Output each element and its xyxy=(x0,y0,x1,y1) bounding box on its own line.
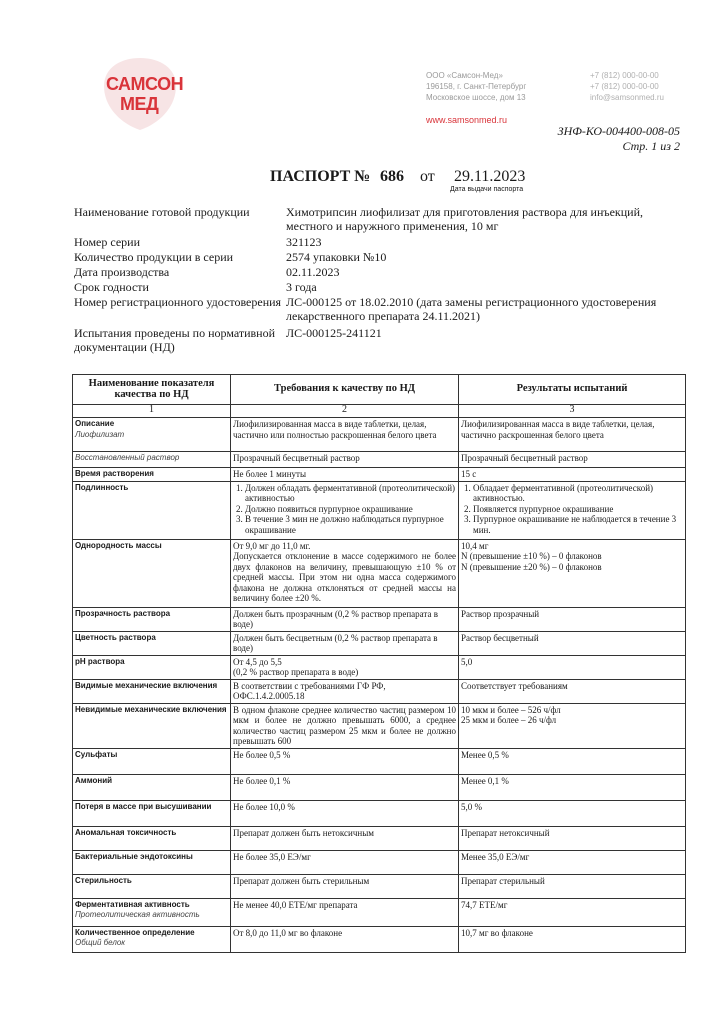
table-row xyxy=(73,898,686,926)
requirement-cell: Должен быть бесцветным (0,2 % раствор препарата в воде) xyxy=(231,631,459,655)
table-header-row xyxy=(73,375,686,405)
info-key: Срок годности xyxy=(74,280,149,294)
param-name: Описание xyxy=(75,419,115,428)
product-info xyxy=(74,205,674,356)
requirement-cell: Препарат должен быть нетоксичным xyxy=(231,826,459,850)
result-text: 25 мкм и более – 26 ч/фл xyxy=(461,715,557,725)
requirement-cell: В соответствии с требованиями ГФ РФ, ОФС.1.4.2.0005.18 xyxy=(231,679,459,703)
result-cell: Раствор прозрачный xyxy=(459,607,686,631)
info-key: Наименование готовой продукции xyxy=(74,205,250,219)
result-cell: Менее 0,1 % xyxy=(459,774,686,800)
table-row xyxy=(73,748,686,774)
requirement-cell xyxy=(231,481,459,539)
param-sub: Протеолитическая активность xyxy=(75,910,200,919)
requirement-cell: Не более 0,1 % xyxy=(231,774,459,800)
company-contacts xyxy=(590,70,664,103)
requirement-cell: Не более 10,0 % xyxy=(231,800,459,826)
table-row xyxy=(73,539,686,607)
param-name: Ферментативная активность xyxy=(75,899,190,909)
column-number: 1 xyxy=(73,405,231,418)
info-key: Количество продукции в серии xyxy=(74,250,234,264)
result-item: 1. Обладает ферментативной (протеолитической) активностью. xyxy=(473,483,683,504)
info-key: Испытания проведены по нормативной документации (НД) xyxy=(74,326,276,354)
requirement-cell xyxy=(231,655,459,679)
logo-text-line1: САМСОН xyxy=(106,74,184,94)
contact-line: +7 (812) 000-00-00 xyxy=(590,82,659,91)
param-cell: Невидимые механические включения xyxy=(73,703,231,748)
result-cell: Раствор бесцветный xyxy=(459,631,686,655)
table-row xyxy=(73,631,686,655)
passport-date: 29.11.2023 xyxy=(454,168,526,185)
info-row xyxy=(74,235,674,250)
requirement-cell: Не более 0,5 % xyxy=(231,748,459,774)
requirement-text: От 9,0 мг до 11,0 мг. xyxy=(233,540,311,551)
requirement-cell: В одном флаконе среднее количество частиц размером 10 мкм и более не должно превышать 6000, а среднее количество частиц размером 25 мкм и более не должно превышать 600 xyxy=(231,703,459,748)
company-line: Московское шоссе, дом 13 xyxy=(426,93,526,102)
table-row xyxy=(73,800,686,826)
passport-number: 686 xyxy=(380,168,404,185)
table-row xyxy=(73,703,686,748)
doc-code: ЗНФ-КО-004400-008-05 xyxy=(557,124,680,138)
company-logo xyxy=(100,56,184,132)
info-value: Химотрипсин лиофилизат для приготовления раствора для инъекций, местного и наружного применения, 10 мг xyxy=(286,205,644,233)
param-cell xyxy=(73,898,231,926)
result-cell: 5,0 xyxy=(459,655,686,679)
requirement-cell: Не более 35,0 ЕЭ/мг xyxy=(231,850,459,874)
table-row xyxy=(73,468,686,482)
param-cell: Прозрачность раствора xyxy=(73,607,231,631)
info-key: Дата производства xyxy=(74,265,170,279)
result-item: 3. Пурпурное окрашивание не наблюдается в течение 3 мин. xyxy=(473,514,683,535)
column-number-row xyxy=(73,405,686,418)
result-cell: 5,0 % xyxy=(459,800,686,826)
requirement-cell: Прозрачный бесцветный раствор xyxy=(231,452,459,468)
requirement-text: Допускается отклонение в массе содержимого не более двух флаконов на величину, превышающую ±10 % от средней массы. При этом ни одна масса содержимого флакона не должна отклоняться от средней массы на величину более ±20 %. xyxy=(233,551,456,603)
date-note: Дата выдачи паспорта xyxy=(450,186,524,193)
param-cell xyxy=(73,452,231,468)
table-row xyxy=(73,655,686,679)
info-value: ЛС-000125-241121 xyxy=(286,326,382,340)
param-sub: Восстановленный раствор xyxy=(75,453,180,462)
result-cell: Препарат стерильный xyxy=(459,874,686,898)
contact-line: +7 (812) 000-00-00 xyxy=(590,71,659,80)
result-cell: Менее 0,5 % xyxy=(459,748,686,774)
company-address xyxy=(426,70,526,103)
info-key: Номер серии xyxy=(74,235,140,249)
table-row xyxy=(73,418,686,452)
param-cell: Однородность массы xyxy=(73,539,231,607)
title-label: ПАСПОРТ № xyxy=(270,168,371,185)
header-cell: Результаты испытаний xyxy=(459,375,686,405)
requirement-item: 3. В течение 3 мин не должно наблюдаться пурпурное окрашивание xyxy=(245,514,456,535)
table-row xyxy=(73,926,686,952)
param-cell: Подлинность xyxy=(73,481,231,539)
result-item: 2. Появляется пурпурное окрашивание xyxy=(473,504,683,515)
page-indicator: Стр. 1 из 2 xyxy=(622,139,680,153)
param-cell: Видимые механические включения xyxy=(73,679,231,703)
table-row xyxy=(73,774,686,800)
column-number: 3 xyxy=(459,405,686,418)
website-link[interactable]: www.samsonmed.ru xyxy=(426,115,508,125)
param-cell: Потеря в массе при высушивании xyxy=(73,800,231,826)
requirement-cell: От 8,0 до 11,0 мг во флаконе xyxy=(231,926,459,952)
info-row xyxy=(74,250,674,265)
param-sub: Лиофилизат xyxy=(75,429,125,439)
info-value: 02.11.2023 xyxy=(286,265,340,279)
table-row xyxy=(73,874,686,898)
info-row xyxy=(74,265,674,280)
param-cell: Цветность раствора xyxy=(73,631,231,655)
requirement-text: От 4,5 до 5,5 xyxy=(233,656,282,667)
info-row xyxy=(74,205,674,235)
quality-table xyxy=(72,374,686,953)
requirement-cell xyxy=(231,539,459,607)
param-cell: Сульфаты xyxy=(73,748,231,774)
table-row xyxy=(73,481,686,539)
document-reference xyxy=(558,124,680,154)
result-cell xyxy=(459,481,686,539)
result-cell: 15 с xyxy=(459,468,686,482)
header-cell: Требования к качеству по НД xyxy=(231,375,459,405)
param-cell xyxy=(73,418,231,452)
result-text: N (превышение ±20 %) – 0 флаконов xyxy=(461,561,602,572)
table-row xyxy=(73,452,686,468)
requirement-cell: Не менее 40,0 ЕТЕ/мг препарата xyxy=(231,898,459,926)
requirement-item: 2. Должно появиться пурпурное окрашивание xyxy=(245,504,456,515)
result-text: 10,4 мг xyxy=(461,540,489,551)
requirement-cell: Препарат должен быть стерильным xyxy=(231,874,459,898)
result-text: N (превышение ±10 %) – 0 флаконов xyxy=(461,551,602,561)
table-row xyxy=(73,850,686,874)
info-key: Номер регистрационного удостоверения xyxy=(74,295,282,309)
info-value: 321123 xyxy=(286,235,322,249)
param-cell: Стерильность xyxy=(73,874,231,898)
param-cell: Аномальная токсичность xyxy=(73,826,231,850)
title-ot: от xyxy=(420,168,435,185)
result-cell: 10,7 мг во флаконе xyxy=(459,926,686,952)
requirement-item: 1. Должен обладать ферментативной (протеолитической) активностью xyxy=(245,483,456,504)
param-cell: Бактериальные эндотоксины xyxy=(73,850,231,874)
param-cell: Время растворения xyxy=(73,468,231,482)
result-cell: Препарат нетоксичный xyxy=(459,826,686,850)
param-name: Количественное определение xyxy=(75,927,195,937)
param-cell xyxy=(73,926,231,952)
param-cell: pH раствора xyxy=(73,655,231,679)
info-value: 2574 упаковки №10 xyxy=(286,250,387,264)
result-cell: Менее 35,0 ЕЭ/мг xyxy=(459,850,686,874)
result-cell: Прозрачный бесцветный раствор xyxy=(459,452,686,468)
result-cell xyxy=(459,703,686,748)
result-cell: Лиофилизированная масса в виде таблетки, целая, частично раскрошенная белого цвета xyxy=(459,418,686,452)
result-cell: Соответствует требованиям xyxy=(459,679,686,703)
table-row xyxy=(73,679,686,703)
table-row xyxy=(73,607,686,631)
requirement-cell: Не более 1 минуты xyxy=(231,468,459,482)
logo-text-line2: МЕД xyxy=(120,94,159,114)
requirement-cell: Должен быть прозрачным (0,2 % раствор препарата в воде) xyxy=(231,607,459,631)
requirement-cell: Лиофилизированная масса в виде таблетки, целая, частично или полностью раскрошенная белого цвета xyxy=(231,418,459,452)
header-cell: Наименование показателя качества по НД xyxy=(73,375,231,405)
info-value: 3 года xyxy=(286,280,317,294)
requirement-text: (0,2 % раствор препарата в воде) xyxy=(233,667,359,677)
info-row xyxy=(74,295,674,326)
param-cell: Аммоний xyxy=(73,774,231,800)
contact-line: info@samsonmed.ru xyxy=(590,93,664,102)
result-cell: 74,7 ЕТЕ/мг xyxy=(459,898,686,926)
company-line: ООО «Самсон-Мед» xyxy=(426,71,503,80)
info-value: ЛС-000125 от 18.02.2010 (дата замены регистрационного удостоверения лекарственного препарата 24.11.2021) xyxy=(286,295,657,323)
table-row xyxy=(73,826,686,850)
company-line: 196158, г. Санкт-Петербург xyxy=(426,82,527,91)
result-cell xyxy=(459,539,686,607)
result-text: 10 мкм и более – 526 ч/фл xyxy=(461,704,561,715)
param-sub: Общий белок xyxy=(75,938,126,947)
column-number: 2 xyxy=(231,405,459,418)
info-row xyxy=(74,280,674,295)
info-row xyxy=(74,326,674,356)
